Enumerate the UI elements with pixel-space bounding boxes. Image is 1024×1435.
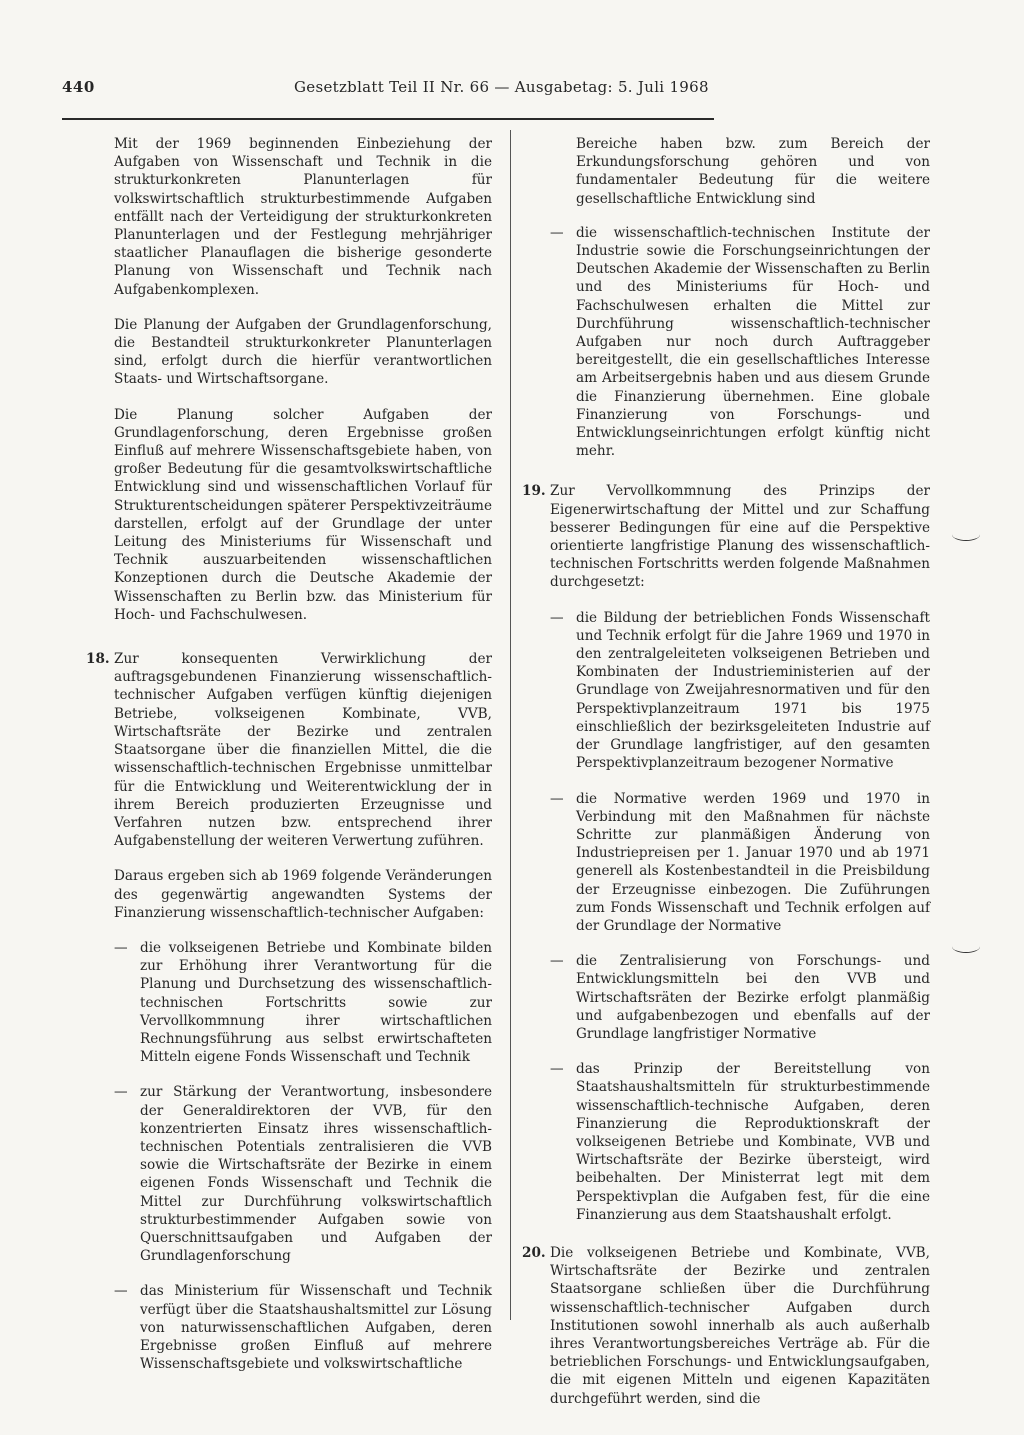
left-column: [86, 135, 492, 1390]
list-item: [522, 224, 930, 461]
list-item: [522, 609, 930, 773]
section-20: [522, 1244, 930, 1408]
section-lead: Daraus ergeben sich ab 1969 folgende Veränderungen des gegenwärtig angewandten Systems der Finanzierung wissenschaftlich-technischer Aufgaben:: [114, 868, 492, 921]
running-head: Gesetzblatt Teil II Nr. 66 — Ausgabetag: 5. Juli 1968: [294, 78, 709, 96]
dash-bullet: —: [550, 790, 564, 807]
list-item: [86, 939, 492, 1066]
list-item-text: das Prinzip der Bereitstellung von Staatshaushaltsmitteln für strukturbestimmende wissenschaftlich-technische Aufgaben, deren Finanzierung die Reproduktionskraft der volkseigenen Betriebe und Kombinate, VVB und Wirtschaftsräte der Bezirke übersteigt, wird beibehalten. Der Ministerrat legt mit dem Perspektivplan die Aufgaben fest, für die eine Finanzierung aus dem Staatshaushalt erfolgt.: [576, 1061, 930, 1223]
right-column: [522, 135, 930, 1425]
dash-bullet: —: [114, 1283, 128, 1300]
column-divider: [510, 130, 511, 1320]
dash-bullet: —: [550, 224, 564, 241]
section-number: 18.: [86, 651, 110, 668]
list-item-text: zur Stärkung der Verantwortung, insbesondere der Generaldirektoren der VVB, für den konzentrierten Einsatz ihres wissenschaftlich-technischen Potentials zentralisieren die VVB sowie die Wirtschaftsräte der Bezirke in einem eigenen Fonds Wissenschaft und Technik die Mittel zur Durchführung volkswirtschaftlich strukturbestimmender Aufgaben sowie von Querschnittsaufgaben und Aufgaben der Grundlagenforschung: [140, 1084, 492, 1265]
list-item-text: die volkseigenen Betriebe und Kombinate bilden zur Erhöhung ihrer Verantwortung für die Planung und Durchsetzung des wissenschaftlich-technischen Fortschritts sowie zur Vervollkommnung ihrer wirtschaftlichen Rechnungsführung aus selbst erwirtschafteten Mitteln eigene Fonds Wissenschaft und Technik: [140, 939, 492, 1066]
list-item: [522, 790, 930, 936]
section-number: 20.: [522, 1244, 546, 1261]
continued-list-item-text: Bereiche haben bzw. zum Bereich der Erkundungsforschung gehören und von fundamentaler Bedeutung für die weitere gesellschaftliche Entwicklung sind: [576, 136, 930, 207]
list-item-text: das Ministerium für Wissenschaft und Technik verfügt über die Staatshaushaltsmittel zur Lösung von naturwissenschaftlichen Aufgaben, deren Ergebnisse großen Einfluß auf mehrere Wissenschaftsgebiete und volkswirtschaftliche: [140, 1283, 492, 1373]
list-item: [86, 1282, 492, 1373]
list-item-text: die Bildung der betrieblichen Fonds Wissenschaft und Technik erfolgt für die Jahre 1969 und 1970 in den zentralgeleiteten volkseigenen Betrieben und Kombinaten der Industrieministerien auf der Grundlage von Zweijahresnormativen und für den Perspektivplanzeitraum 1971 bis 1975 einschließlich der bezirksgeleiteten Industrie auf der Grundlage langfristiger, auf den gesamten Perspektivplanzeitraum bezogener Normative: [576, 609, 930, 772]
list-item: [522, 952, 930, 1043]
margin-check-mark: [952, 528, 980, 541]
section-text: Zur konsequenten Verwirklichung der auftragsgebundenen Finanzierung wissenschaftlich-technischer Aufgaben verfügen künftig diejenigen Betriebe, volkseigenen Kombinate, VVB, Wirtschaftsräte der Bezirke und zentralen Staatsorgane über die finanziellen Mittel, die die wissenschaftlich-technischen Ergebnisse unmittelbar für die Entwicklung und Weiterentwicklung der in ihrem Bereich produzierten Erzeugnisse und Verfahren nutzen bzw. entsprechend ihrer Aufgabenstellung der weiteren Verwertung zuführen.: [114, 651, 492, 850]
dash-bullet: —: [550, 953, 564, 970]
paragraph: Die Planung solcher Aufgaben der Grundlagenforschung, deren Ergebnisse großen Einfluß auf mehrere Wissenschaftsgebiete haben, von großer Bedeutung für die gesamtvolkswirtschaftliche Entwicklung sind und wissenschaftlichen Vorlauf für Strukturentscheidungen späterer Perspektivzeiträume darstellen, erfolgt auf der Grundlage der unter Leitung des Ministeriums für Wissenschaft und Technik auszuarbeitenden wissenschaftlichen Konzeptionen durch die Deutsche Akademie der Wissenschaften zu Berlin bzw. das Ministerium für Hoch- und Fachschulwesen.: [114, 406, 492, 623]
section-text: Die volkseigenen Betriebe und Kombinate, VVB, Wirtschaftsräte der Bezirke und zentralen Staatsorgane schließen über die Durchführung wissenschaftlich-technischer Aufgaben durch Institutionen sowohl innerhalb als auch außerhalb ihres Verantwortungsbereiches Verträge ab. Für die betrieblichen Forschungs- und Entwicklungsaufgaben, die mit eigenen Mitteln und eigenen Kapazitäten durchgeführt werden, sind die: [550, 1244, 930, 1407]
dash-bullet: —: [550, 609, 564, 626]
paragraph: Mit der 1969 beginnenden Einbeziehung der Aufgaben von Wissenschaft und Technik in die strukturkonkreten Planunterlagen für volkswirtschaftlich strukturbestimmende Aufgaben entfällt nach der Verteidigung der strukturkonkreten Planunterlagen und der Festlegung mehrjähriger staatlicher Planauflagen die bisherige gesonderte Planung von Wissenschaft und Technik nach Aufgabenkomplexen.: [114, 136, 492, 298]
paragraph: Die Planung der Aufgaben der Grundlagenforschung, die Bestandteil strukturkonkreter Planunterlagen sind, erfolgt durch die hierfür verantwortlichen Staats- und Wirtschaftsorgane.: [114, 316, 492, 388]
dash-bullet: —: [550, 1061, 564, 1078]
list-item-text: die Normative werden 1969 und 1970 in Verbindung mit den Maßnahmen für nächste Schritte zur planmäßigen Änderung von Industriepreisen per 1. Januar 1970 und ab 1971 generell als Kostenbestandteil in die Preisbildung der Erzeugnisse einbezogen. Die Zuführungen zum Fonds Wissenschaft und Technik erfolgen auf der Grundlage der Normative: [576, 790, 930, 934]
section-19: [522, 482, 930, 591]
dash-bullet: —: [114, 939, 128, 956]
section-18: [86, 650, 492, 850]
list-item: [86, 1083, 492, 1265]
header-rule: [62, 118, 714, 120]
page-number: 440: [62, 78, 95, 96]
list-item-text: die wissenschaftlich-technischen Institute der Industrie sowie die Forschungseinrichtungen der Deutschen Akademie der Wissenschaften zu Berlin und des Ministeriums für Hoch- und Fachschulwesen erhalten die Mittel zur Durchführung wissenschaftlich-technischer Aufgaben nur noch durch Auftraggeber bereitgestellt, die ein gesellschaftliches Interesse am Arbeitsergebnis haben und aus diesem Grunde die Finanzierung übernehmen. Eine globale Finanzierung von Forschungs- und Entwicklungseinrichtungen erfolgt künftig nicht mehr.: [576, 224, 930, 460]
section-text: Zur Vervollkommnung des Prinzips der Eigenerwirtschaftung der Mittel und zur Schaffung besserer Bedingungen für eine auf die Perspektive orientierte langfristige Planung des wissenschaftlich-technischen Fortschritts werden folgende Maßnahmen durchgesetzt:: [550, 483, 930, 591]
margin-check-mark: [952, 940, 980, 953]
page-header: [62, 78, 722, 102]
dash-bullet: —: [114, 1084, 128, 1101]
list-item-text: die Zentralisierung von Forschungs- und Entwicklungsmitteln bei den VVB und Wirtschaftsräten der Bezirke erfolgt planmäßig und aufgabenbezogen und ebenfalls auf der Grundlage langfristiger Normative: [576, 953, 930, 1042]
list-item: [522, 1060, 930, 1224]
section-number: 19.: [522, 483, 546, 500]
